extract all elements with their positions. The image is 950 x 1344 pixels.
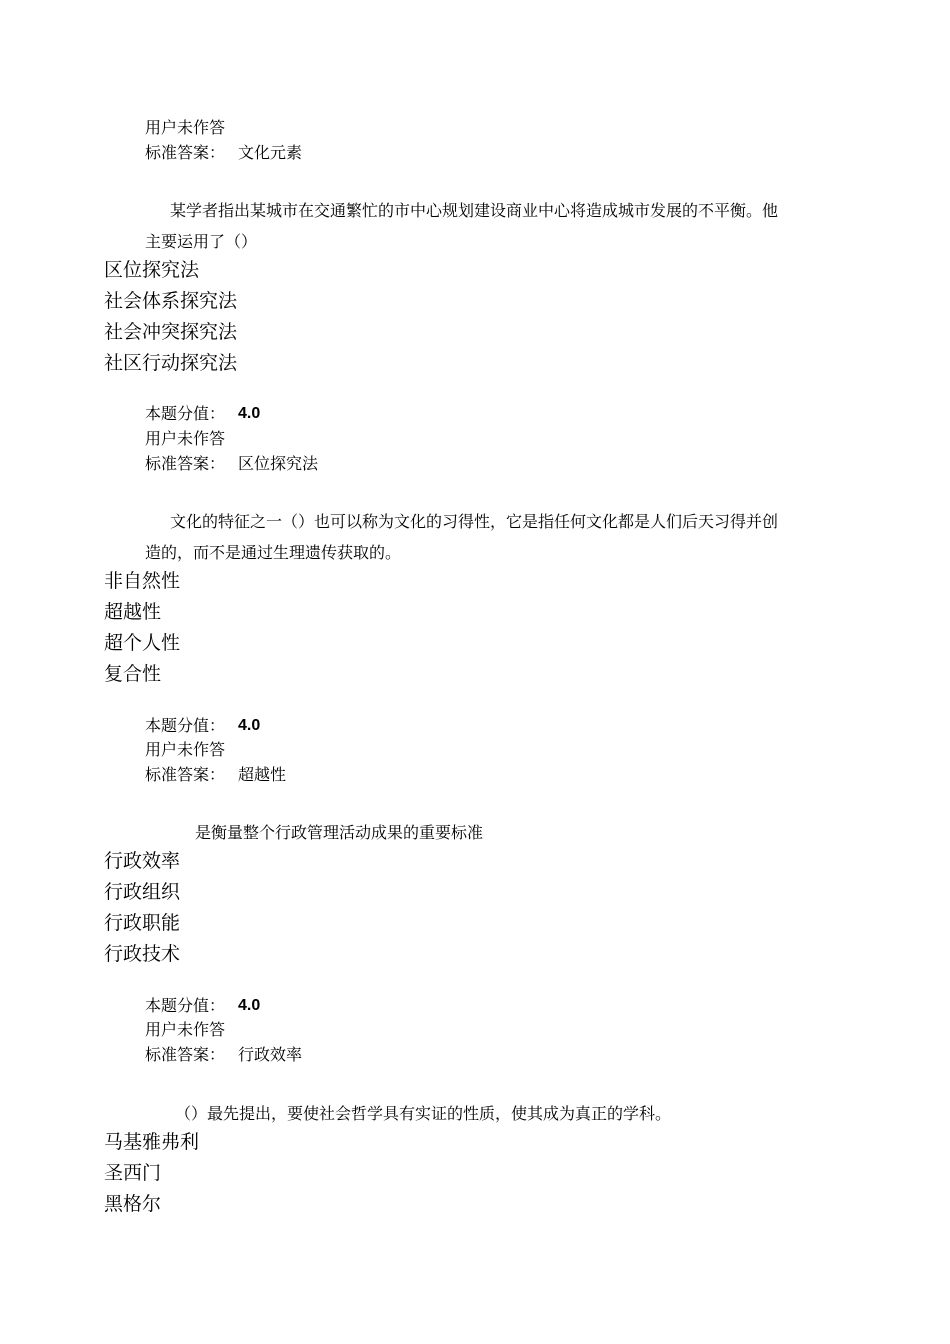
question-3-answer-row (145, 1045, 303, 1065)
question-2-score-row (145, 716, 261, 736)
question-3-option-4[interactable]: 行政技术 (104, 943, 181, 965)
question-1-option-1[interactable]: 区位探究法 (104, 259, 200, 281)
question-2-stem-line-2: 造的，而不是通过生理遗传获取的。 (145, 543, 402, 562)
question-3-option-2[interactable]: 行政组织 (104, 881, 181, 903)
prev-answer-row (145, 143, 303, 163)
standard-answer-label: 标准答案： (145, 454, 226, 473)
question-2-option-4[interactable]: 复合性 (104, 663, 162, 685)
question-4-option-3[interactable]: 黑格尔 (104, 1193, 162, 1215)
score-value: 4.0 (238, 405, 261, 422)
question-2-option-3[interactable]: 超个人性 (104, 632, 181, 654)
question-3-option-3[interactable]: 行政职能 (104, 912, 181, 934)
question-3-stem-line-1: 是衡量整个行政管理活动成果的重要标准 (195, 823, 484, 842)
question-2-answer-row (145, 765, 287, 785)
standard-answer-value: 区位探究法 (238, 454, 319, 473)
standard-answer-value: 超越性 (238, 765, 287, 784)
question-1-stem-line-2: 主要运用了（） (145, 232, 258, 251)
question-1-stem-line-1: 某学者指出某城市在交通繁忙的市中心规划建设商业中心将造成城市发展的不平衡。他 (170, 201, 779, 220)
score-label: 本题分值： (145, 404, 226, 423)
question-2-option-2[interactable]: 超越性 (104, 601, 162, 623)
question-1-option-3[interactable]: 社会冲突探究法 (104, 321, 238, 343)
standard-answer-label: 标准答案： (145, 1045, 226, 1064)
question-1-user-status: 用户未作答 (145, 429, 226, 448)
question-1-score-row (145, 404, 261, 424)
question-2-option-1[interactable]: 非自然性 (104, 570, 181, 592)
standard-answer-label: 标准答案： (145, 143, 226, 162)
question-2-user-status: 用户未作答 (145, 740, 226, 759)
question-4-option-1[interactable]: 马基雅弗利 (104, 1131, 200, 1153)
score-label: 本题分值： (145, 716, 226, 735)
score-value: 4.0 (238, 717, 261, 734)
question-1-answer-row (145, 454, 319, 474)
question-4-option-2[interactable]: 圣西门 (104, 1162, 162, 1184)
question-1-option-2[interactable]: 社会体系探究法 (104, 290, 238, 312)
question-3-user-status: 用户未作答 (145, 1020, 226, 1039)
question-1-option-4[interactable]: 社区行动探究法 (104, 352, 238, 374)
question-3-score-row (145, 996, 261, 1016)
standard-answer-value: 行政效率 (238, 1045, 303, 1064)
prev-user-status: 用户未作答 (145, 118, 226, 137)
standard-answer-value: 文化元素 (238, 143, 303, 162)
question-2-stem-line-1: 文化的特征之一（）也可以称为文化的习得性，它是指任何文化都是人们后天习得并创 (170, 512, 779, 531)
standard-answer-label: 标准答案： (145, 765, 226, 784)
score-label: 本题分值： (145, 996, 226, 1015)
score-value: 4.0 (238, 997, 261, 1014)
question-3-option-1[interactable]: 行政效率 (104, 850, 181, 872)
question-4-stem-line-1: （）最先提出，要使社会哲学具有实证的性质，使其成为真正的学科。 (175, 1104, 672, 1123)
